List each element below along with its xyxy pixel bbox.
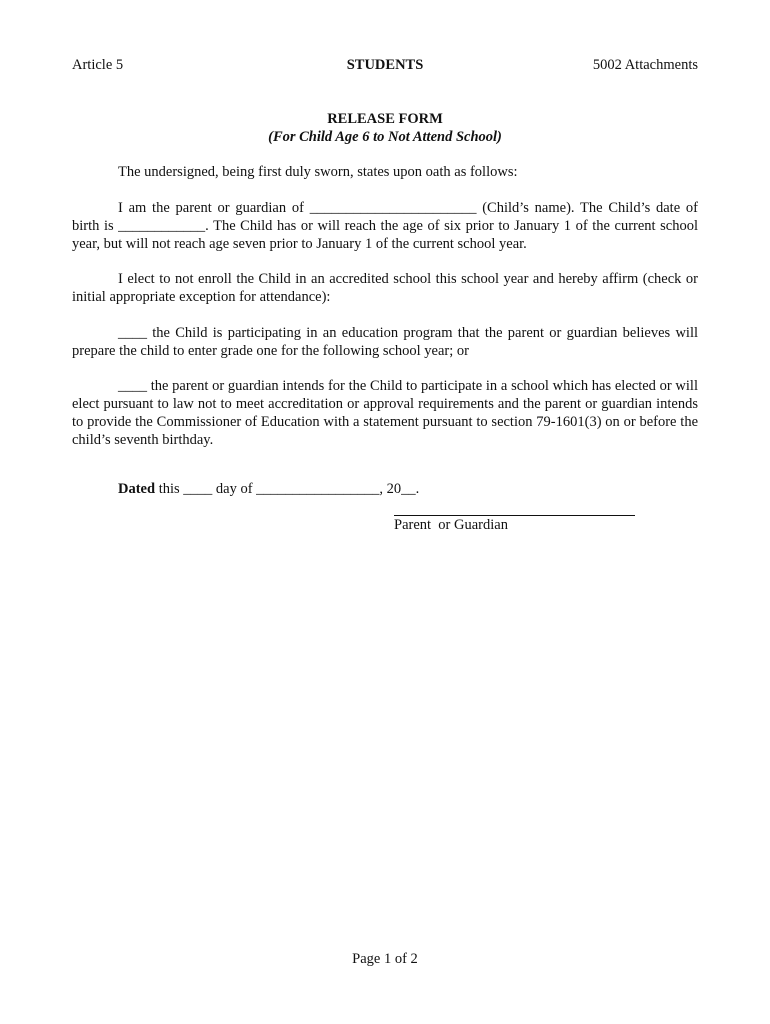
form-subtitle: (For Child Age 6 to Not Attend School) (268, 129, 502, 145)
header-section-title: STUDENTS (346, 57, 424, 73)
dated-label: Dated (118, 481, 156, 497)
signature-label: Parent or Guardian (394, 517, 508, 533)
election-paragraph: I elect to not enroll the Child in an accredited school this school year and hereby affirm (check or initial appropriate exception for attendance): (72, 271, 698, 305)
dated-line (118, 481, 419, 498)
page-number: Page 1 of 2 (352, 951, 418, 967)
signature-line (394, 515, 635, 516)
oath-paragraph: The undersigned, being first duly sworn, states upon oath as follows: (118, 164, 518, 180)
form-title: RELEASE FORM (327, 111, 443, 127)
exception-option-education-program: ____ the Child is participating in an education program that the parent or guardian believes will prepare the child to enter grade one for the following school year; or (72, 325, 698, 359)
header-policy-number: 5002 Attachments (592, 57, 698, 73)
dated-blanks: this ____ day of _________________, 20__. (155, 481, 420, 497)
page-header (72, 57, 698, 77)
header-article: Article 5 (72, 57, 124, 73)
exception-option-non-accredited-school: ____ the parent or guardian intends for the Child to participate in a school which has elected or will elect pursuant to law not to meet accreditation or approval requirements and the parent or guardian intends to provide the Commissioner of Education with a statement pursuant to section 79-1601(3) on or before the child’s seventh birthday. (72, 378, 698, 448)
child-info-paragraph: I am the parent or guardian of _______________________ (Child’s name). The Child’s date of birth is ____________. The Child has or will reach the age of six prior to January 1 of the current school year, but will not reach age seven prior to January 1 of the current school year. (72, 200, 698, 252)
form-title-block (72, 110, 698, 146)
